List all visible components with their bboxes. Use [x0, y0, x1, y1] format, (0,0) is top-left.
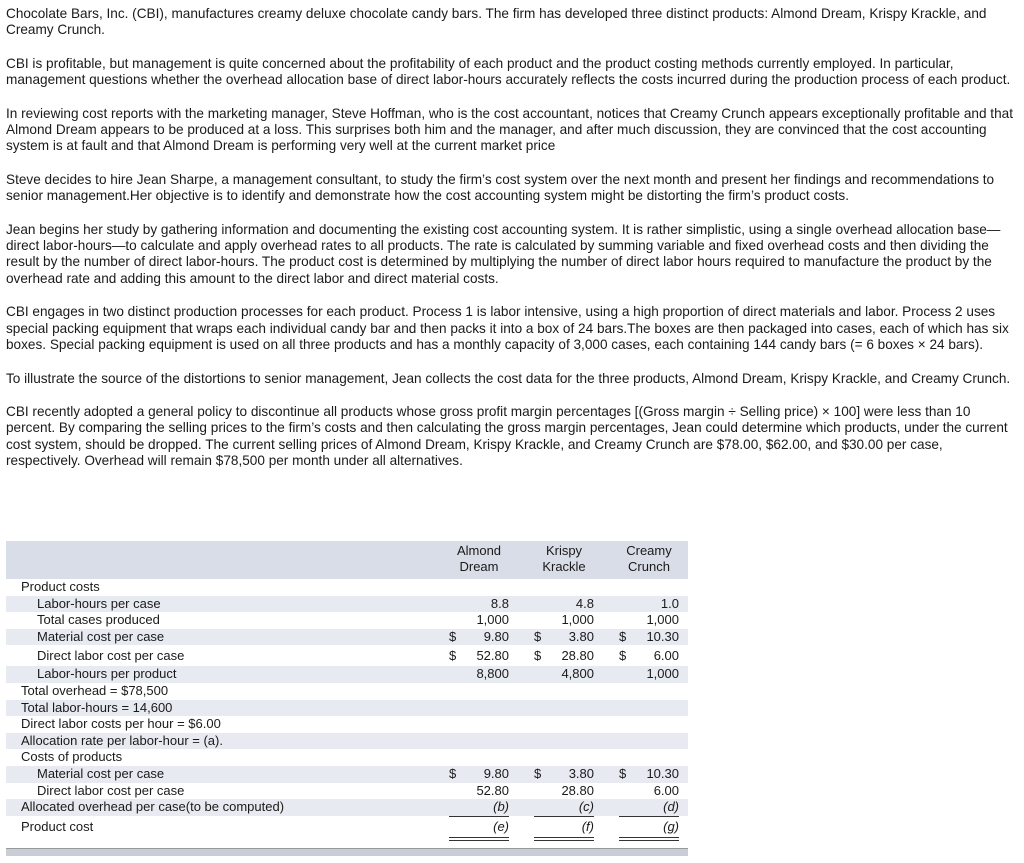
table-cell: 1,000	[476, 612, 509, 628]
row-label: Total labor-hours = 14,600	[21, 699, 173, 715]
row-label: Product cost	[21, 818, 94, 834]
row-label: Labor-hours per product	[37, 666, 177, 682]
table-row	[6, 666, 688, 683]
table-body	[6, 579, 688, 837]
table-row	[6, 579, 688, 596]
table-cell: 1,000	[646, 612, 679, 628]
scrollbar[interactable]	[6, 848, 688, 856]
table-cell: 4.8	[575, 595, 594, 611]
table-cell: (g)	[619, 816, 679, 837]
table-cell: 8.8	[490, 595, 509, 611]
table-header	[6, 541, 688, 579]
table-row	[6, 816, 688, 837]
paragraph: To illustrate the source of the distortions to senior management, Jean collects the cost data for the three products, Almond Dream, Krispy Krackle, and Creamy Crunch.	[6, 370, 1011, 386]
table-cell: 28.80	[561, 782, 594, 798]
table-row	[6, 629, 688, 646]
paragraph: CBI is profitable, but management is quite concerned about the profitability of each product and the product costing methods currently employed. In particular, management questions whether the overhead allocation base of direct labor-hours accurately reflects the costs incurred during the production process of each product.	[6, 55, 1011, 88]
table-cell: $ 28.80	[534, 648, 594, 664]
paragraph: Steve decides to hire Jean Sharpe, a management consultant, to study the firm’s cost system over the next month and present her findings and recommendations to senior management.Her objective is to identify and demonstrate how the cost accounting system might be distorting the firm’s product costs.	[6, 171, 995, 204]
row-label: Total cases produced	[37, 612, 160, 628]
row-label: Direct labor cost per case	[37, 782, 185, 798]
paragraph: CBI recently adopted a general policy to discontinue all products whose gross profit margin percentages [(Gross margin ÷ Selling price) × 100] were less than 10 percent. By comparing the selling prices to the firm’s costs and then calculating the gross margin percentages, Jean could determine which products, under the current cost system, should be dropped. The current selling prices of Almond Dream, Krispy Krackle, and Creamy Crunch are $78.00, $62.00, and $30.00 per case, respectively. Overhead will remain $78,500 per month under all alternatives.	[6, 403, 1008, 469]
row-label: Material cost per case	[37, 628, 165, 644]
table-row	[6, 766, 688, 783]
row-label: Material cost per case	[37, 765, 165, 781]
column-header-almond-dream: Almond Dream	[456, 543, 502, 574]
table-cell: (e)	[449, 816, 509, 837]
table-cell: 52.80	[476, 782, 509, 798]
table-cell: (f)	[534, 816, 594, 837]
row-label: Allocation rate per labor-hour = (a).	[21, 732, 223, 748]
paragraph: CBI engages in two distinct production processes for each product. Process 1 is labor intensive, using a high proportion of direct materials and labor. Process 2 uses special packing equipment that wraps each individual candy bar and then packs it into a box of 24 bars.The boxes are then packaged into cases, each of which has six boxes. Special packing equipment is used on all three products and has a monthly capacity of 3,000 cases, each containing 144 candy bars (= 6 boxes × 24 bars).	[6, 304, 1009, 353]
table-cell: 1,000	[646, 666, 679, 682]
row-label: Product costs	[21, 579, 100, 594]
table-cell: 6.00	[653, 782, 679, 798]
column-header-krispy-krackle: Krispy Krackle	[542, 543, 586, 574]
table-cell: (c)	[534, 799, 594, 817]
table-row	[6, 683, 688, 700]
table-row	[6, 749, 688, 766]
problem-text	[6, 6, 1014, 487]
row-label: Direct labor cost per case	[37, 648, 185, 664]
row-label: Labor-hours per case	[37, 595, 161, 611]
table-cell: 1,000	[561, 612, 594, 628]
column-header-creamy-crunch: Creamy Crunch	[626, 543, 672, 574]
table-cell: $ 10.30	[619, 765, 679, 781]
table-row	[6, 733, 688, 750]
table-cell: $ 10.30	[619, 628, 679, 644]
table-cell: (b)	[449, 799, 509, 817]
table-cell: 1.0	[660, 595, 679, 611]
table-row	[6, 596, 688, 613]
table-row	[6, 700, 688, 717]
row-label: Direct labor costs per hour = $6.00	[21, 716, 221, 732]
table-cell: $ 52.80	[449, 648, 509, 664]
row-label: Total overhead = $78,500	[21, 682, 169, 698]
table-cell: (d)	[619, 799, 679, 817]
row-label: Allocated overhead per case(to be computed)	[21, 799, 285, 815]
paragraph: In reviewing cost reports with the marketing manager, Steve Hoffman, who is the cost accountant, notices that Creamy Crunch appears exceptionally profitable and that Almond Dream appears to be produced at a loss. This surprises both him and the manager, and after much discussion, they are convinced that the cost accounting system is at fault and that Almond Dream is performing very well at the current market price	[6, 105, 1013, 154]
table-cell: $ 6.00	[619, 648, 679, 664]
table-row	[6, 799, 688, 816]
table-cell: $ 3.80	[534, 628, 594, 644]
table-cell: 8,800	[476, 666, 509, 682]
table-row	[6, 716, 688, 733]
table-row	[6, 645, 688, 666]
table-cell: $ 9.80	[449, 628, 509, 644]
paragraph: Chocolate Bars, Inc. (CBI), manufactures creamy deluxe chocolate candy bars. The firm has developed three distinct products: Almond Dream, Krispy Krackle, and Creamy Crunch.	[6, 6, 987, 38]
paragraph: Jean begins her study by gathering information and documenting the existing cost accounting system. It is rather simplistic, using a single overhead allocation base—direct labor-hours—to calculate and apply overhead rates to all products. The rate is calculated by summing variable and fixed overhead costs and then dividing the result by the number of direct labor-hours. The product cost is determined by multiplying the number of direct labor hours required to manufacture the product by the overhead rate and adding this amount to the direct labor and direct material costs.	[6, 221, 1001, 286]
cost-data-table	[6, 541, 688, 837]
table-row	[6, 783, 688, 800]
table-row	[6, 612, 688, 629]
table-cell: 4,800	[561, 666, 594, 682]
table-cell: $ 3.80	[534, 765, 594, 781]
row-label: Costs of products	[21, 749, 123, 765]
table-cell: $ 9.80	[449, 765, 509, 781]
